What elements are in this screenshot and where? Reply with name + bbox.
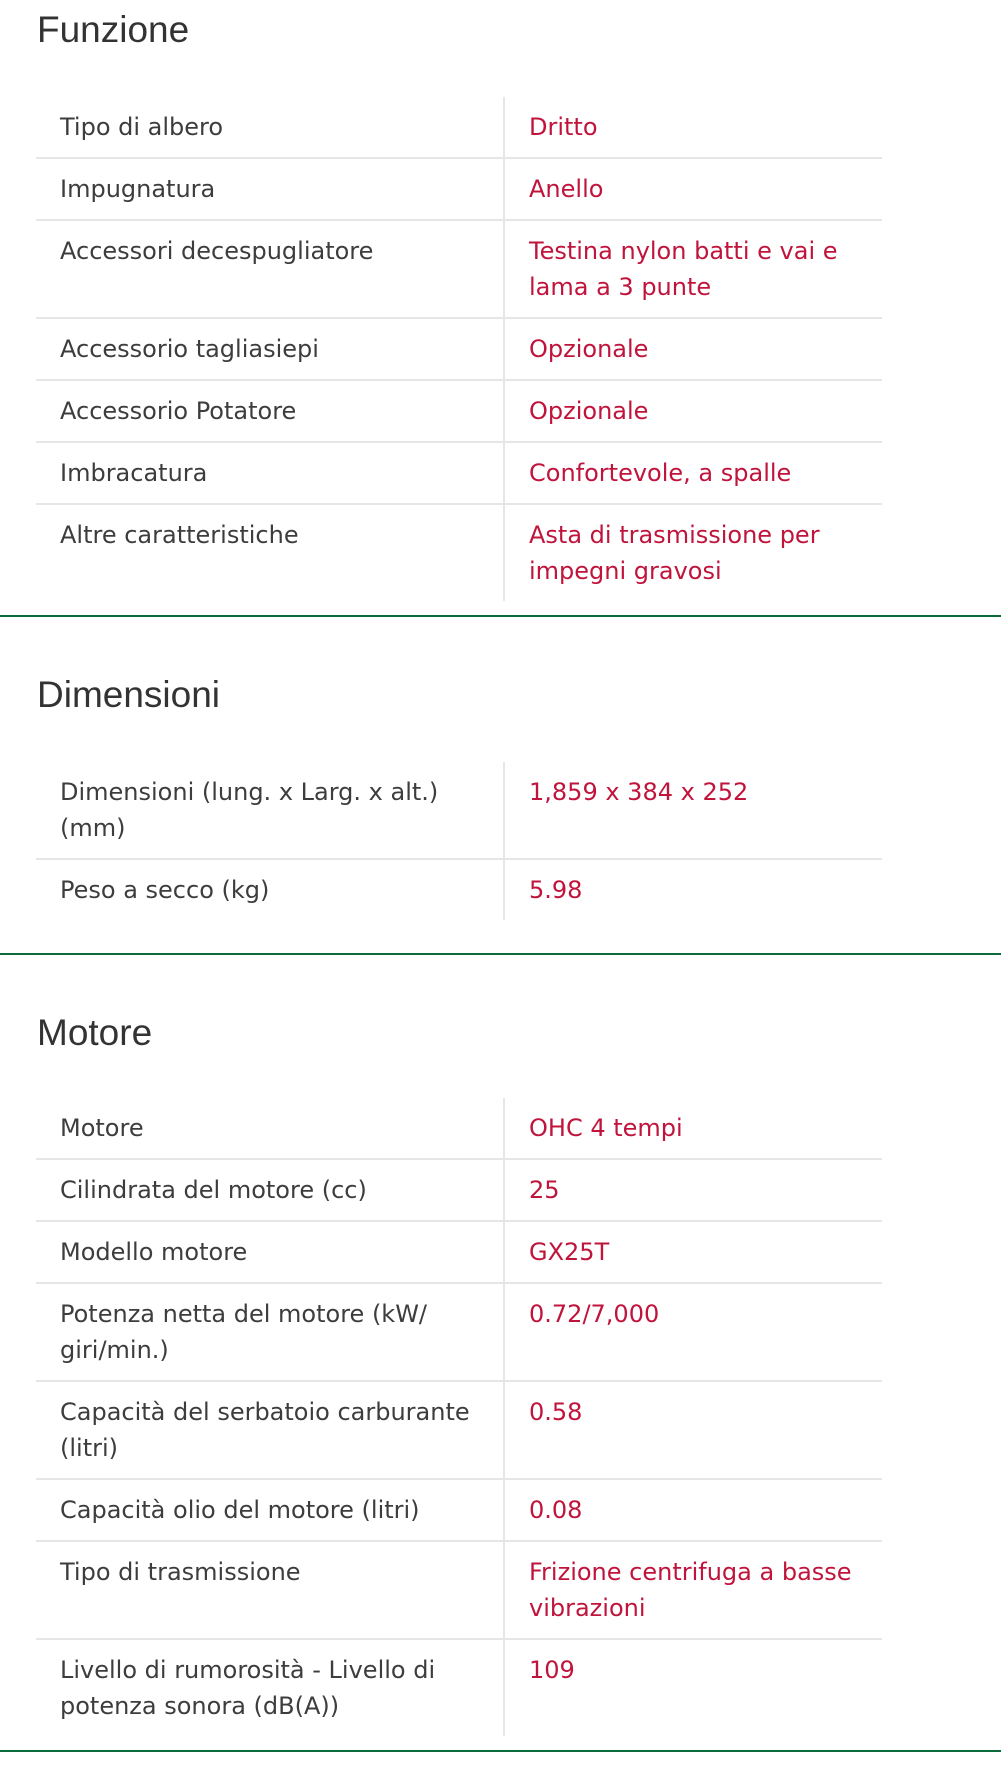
row-value: Testina nylon batti e vai e lama a 3 punte: [529, 237, 838, 301]
spec-table-funzione: [36, 97, 882, 601]
row-label: Dimensioni (lung. x Larg. x alt.) (mm): [36, 762, 505, 858]
row-value: 109: [529, 1656, 575, 1684]
row-label: Impugnatura: [36, 159, 505, 219]
table-row: [36, 1382, 882, 1480]
row-value: OHC 4 tempi: [529, 1114, 683, 1142]
table-row: [36, 1222, 882, 1284]
table-row: [36, 505, 882, 601]
section-title-funzione: Funzione: [37, 9, 190, 50]
table-row: [36, 381, 882, 443]
row-label: Capacità del serbatoio carburante (litri): [36, 1382, 505, 1478]
row-label: Potenza netta del motore (kW/ giri/min.): [36, 1284, 505, 1380]
row-label: Tipo di trasmissione: [36, 1542, 505, 1638]
row-value: Dritto: [529, 113, 598, 141]
table-row: [36, 1284, 882, 1382]
section-title-dimensioni: Dimensioni: [37, 674, 221, 715]
row-label: Altre caratteristiche: [36, 505, 505, 601]
row-value: Anello: [529, 175, 604, 203]
row-value: 5.98: [529, 876, 583, 904]
row-value: 0.58: [529, 1398, 583, 1426]
table-row: [36, 1160, 882, 1222]
table-row: [36, 159, 882, 221]
section-divider: [0, 1750, 1001, 1752]
table-row: [36, 1640, 882, 1736]
row-label: Tipo di albero: [36, 97, 505, 157]
table-row: [36, 860, 882, 920]
row-label: Accessori decespugliatore: [36, 221, 505, 317]
row-value: Opzionale: [529, 335, 649, 363]
row-value: Frizione centrifuga a basse vibrazioni: [529, 1558, 852, 1622]
table-row: [36, 1542, 882, 1640]
row-value: Confortevole, a spalle: [529, 459, 792, 487]
row-label: Imbracatura: [36, 443, 505, 503]
table-row: [36, 443, 882, 505]
row-value: 1,859 x 384 x 252: [529, 778, 749, 806]
row-label: Livello di rumorosità - Livello di potenza sonora (dB(A)): [36, 1640, 505, 1736]
row-value: GX25T: [529, 1238, 610, 1266]
section-title-motore: Motore: [37, 1012, 153, 1053]
table-row: [36, 221, 882, 319]
row-value: 25: [529, 1176, 560, 1204]
row-label: Peso a secco (kg): [36, 860, 505, 920]
row-value: 0.72/7,000: [529, 1300, 660, 1328]
spec-table-dimensioni: [36, 762, 882, 920]
section-divider: [0, 953, 1001, 955]
row-value: 0.08: [529, 1496, 583, 1524]
row-label: Modello motore: [36, 1222, 505, 1282]
row-value: Asta di trasmissione per impegni gravosi: [529, 521, 820, 585]
table-row: [36, 319, 882, 381]
table-row: [36, 762, 882, 860]
row-label: Capacità olio del motore (litri): [36, 1480, 505, 1540]
row-label: Accessorio tagliasiepi: [36, 319, 505, 379]
row-label: Motore: [36, 1098, 505, 1158]
table-row: [36, 1480, 882, 1542]
table-row: [36, 97, 882, 159]
section-divider: [0, 615, 1001, 617]
spec-table-motore: [36, 1098, 882, 1736]
row-value: Opzionale: [529, 397, 649, 425]
row-label: Accessorio Potatore: [36, 381, 505, 441]
table-row: [36, 1098, 882, 1160]
row-label: Cilindrata del motore (cc): [36, 1160, 505, 1220]
